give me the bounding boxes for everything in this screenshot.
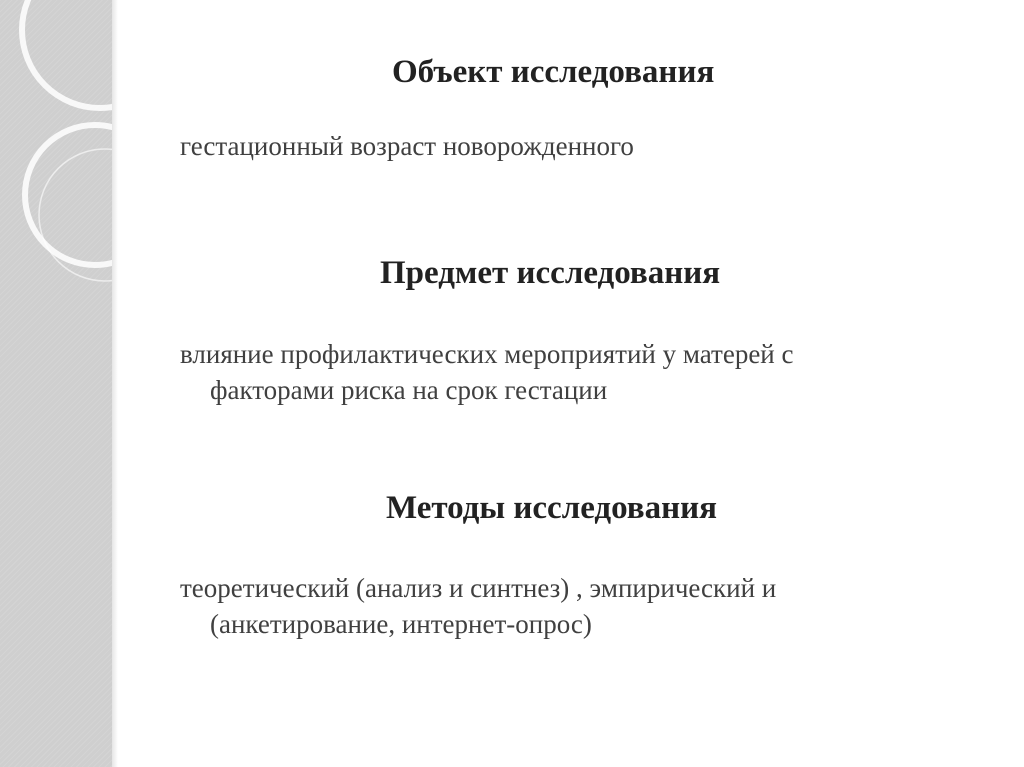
text-methods-line-1: теоретический (анализ и синтнез) , эмпирический и: [180, 573, 777, 603]
text-subject-line-1: влияние профилактических мероприятий у матерей с: [180, 339, 794, 369]
heading-subject: Предмет исследования: [380, 255, 721, 291]
text-methods-line-2: (анкетирование, интернет-опрос): [210, 609, 592, 639]
text-object: [180, 128, 634, 164]
text-subject-line-2: факторами риска на срок гестации: [210, 375, 608, 405]
heading-object: Объект исследования: [392, 54, 715, 90]
heading-methods: Методы исследования: [386, 490, 717, 526]
text-methods: [180, 570, 776, 642]
text-object-line-1: гестационный возраст новорожденного: [180, 131, 634, 161]
text-subject: [180, 336, 794, 408]
